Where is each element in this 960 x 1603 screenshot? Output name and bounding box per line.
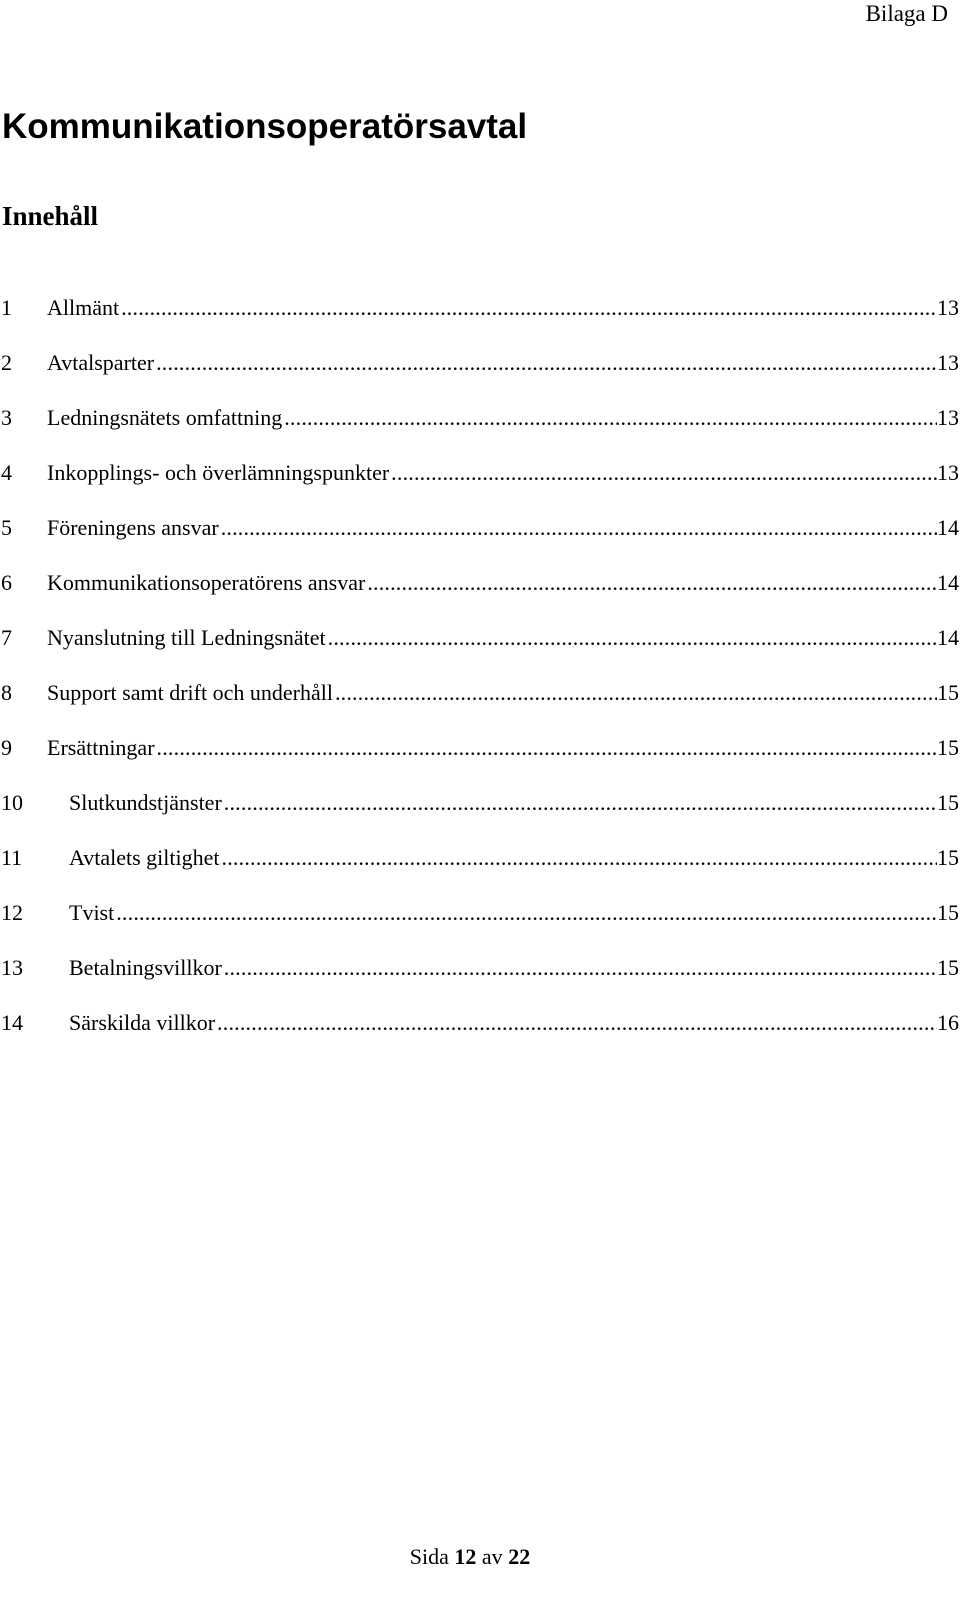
toc-entry-title[interactable]: Föreningens ansvar — [47, 515, 219, 540]
toc-entry-title[interactable]: Avtalsparter — [47, 350, 155, 375]
toc-leader-dots — [326, 624, 937, 652]
toc-leader-dots — [365, 569, 937, 597]
toc-leader-dots — [220, 844, 937, 872]
table-of-contents — [0, 294, 959, 1064]
toc-entry-title[interactable]: Kommunikationsoperatörens ansvar — [47, 570, 366, 595]
toc-heading: Innehåll — [2, 201, 99, 231]
toc-leader-dots — [389, 459, 937, 487]
toc-entry[interactable] — [0, 514, 959, 569]
toc-leader-dots — [219, 514, 937, 542]
toc-entry-number: 10 — [1, 790, 23, 815]
toc-entry-title[interactable]: Avtalets giltighet — [69, 845, 220, 870]
toc-entry-title[interactable]: Betalningsvillkor — [69, 955, 222, 980]
footer-prefix: Sida — [409, 1544, 449, 1569]
toc-entry-page[interactable]: 13 — [937, 460, 959, 485]
toc-entry-page[interactable]: 14 — [937, 625, 959, 650]
toc-entry-page[interactable]: 15 — [937, 900, 959, 925]
document-title: Kommunikationsoperatörsavtal — [2, 107, 528, 146]
toc-entry-number: 5 — [1, 515, 12, 540]
toc-entry-number: 2 — [1, 350, 12, 375]
toc-entry[interactable] — [0, 624, 959, 679]
toc-entry-title[interactable]: Ersättningar — [47, 735, 155, 760]
toc-entry-page[interactable]: 15 — [937, 790, 959, 815]
toc-entry-page[interactable]: 16 — [937, 1010, 959, 1035]
toc-leader-dots — [222, 789, 937, 817]
toc-entry-title[interactable]: Nyanslutning till Ledningsnätet — [47, 625, 326, 650]
toc-entry-page[interactable]: 13 — [937, 295, 959, 320]
toc-entry[interactable] — [0, 789, 959, 844]
toc-entry[interactable] — [0, 679, 959, 734]
toc-leader-dots — [215, 1009, 937, 1037]
toc-entry-page[interactable]: 15 — [937, 735, 959, 760]
toc-entry[interactable] — [0, 294, 959, 349]
toc-entry-number: 14 — [1, 1010, 23, 1035]
toc-entry-title[interactable]: Allmänt — [47, 295, 120, 320]
toc-entry-title[interactable]: Tvist — [69, 900, 115, 925]
toc-leader-dots — [222, 954, 937, 982]
toc-entry[interactable] — [0, 954, 959, 1009]
footer-total-pages: 22 — [508, 1544, 531, 1569]
toc-entry-page[interactable]: 13 — [937, 405, 959, 430]
footer-current-page: 12 — [454, 1544, 477, 1569]
toc-entry[interactable] — [0, 349, 959, 404]
toc-entry-number: 7 — [1, 625, 12, 650]
toc-entry[interactable] — [0, 844, 959, 899]
toc-entry-title[interactable]: Särskilda villkor — [69, 1010, 216, 1035]
toc-entry-title[interactable]: Inkopplings- och överlämningspunkter — [47, 460, 390, 485]
appendix-label: Bilaga D — [865, 1, 948, 26]
toc-leader-dots — [333, 679, 937, 707]
toc-entry[interactable] — [0, 734, 959, 789]
page-footer — [0, 1543, 940, 1571]
toc-entry-number: 9 — [1, 735, 12, 760]
toc-entry-page[interactable]: 15 — [937, 955, 959, 980]
toc-entry-number: 4 — [1, 460, 12, 485]
toc-entry-page[interactable]: 15 — [937, 680, 959, 705]
toc-entry-number: 12 — [1, 900, 23, 925]
toc-entry-title[interactable]: Slutkundstjänster — [69, 790, 222, 815]
toc-entry-number: 13 — [1, 955, 23, 980]
toc-entry-title[interactable]: Support samt drift och underhåll — [47, 680, 333, 705]
toc-entry-title[interactable]: Ledningsnätets omfattning — [47, 405, 283, 430]
toc-entry-page[interactable]: 14 — [937, 515, 959, 540]
toc-entry-page[interactable]: 14 — [937, 570, 959, 595]
toc-entry-page[interactable]: 13 — [937, 350, 959, 375]
toc-entry[interactable] — [0, 404, 959, 459]
toc-leader-dots — [119, 294, 937, 322]
toc-leader-dots — [154, 349, 937, 377]
footer-separator: av — [481, 1544, 503, 1569]
toc-entry-page[interactable]: 15 — [937, 845, 959, 870]
toc-entry-number: 11 — [1, 845, 23, 870]
toc-leader-dots — [114, 899, 937, 927]
toc-entry-number: 3 — [1, 405, 12, 430]
toc-entry[interactable] — [0, 1009, 959, 1064]
toc-entry-number: 6 — [1, 570, 12, 595]
toc-entry[interactable] — [0, 899, 959, 954]
toc-entry[interactable] — [0, 459, 959, 514]
toc-entry-number: 8 — [1, 680, 12, 705]
toc-leader-dots — [155, 734, 937, 762]
toc-entry[interactable] — [0, 569, 959, 624]
toc-leader-dots — [282, 404, 937, 432]
toc-entry-number: 1 — [1, 295, 12, 320]
